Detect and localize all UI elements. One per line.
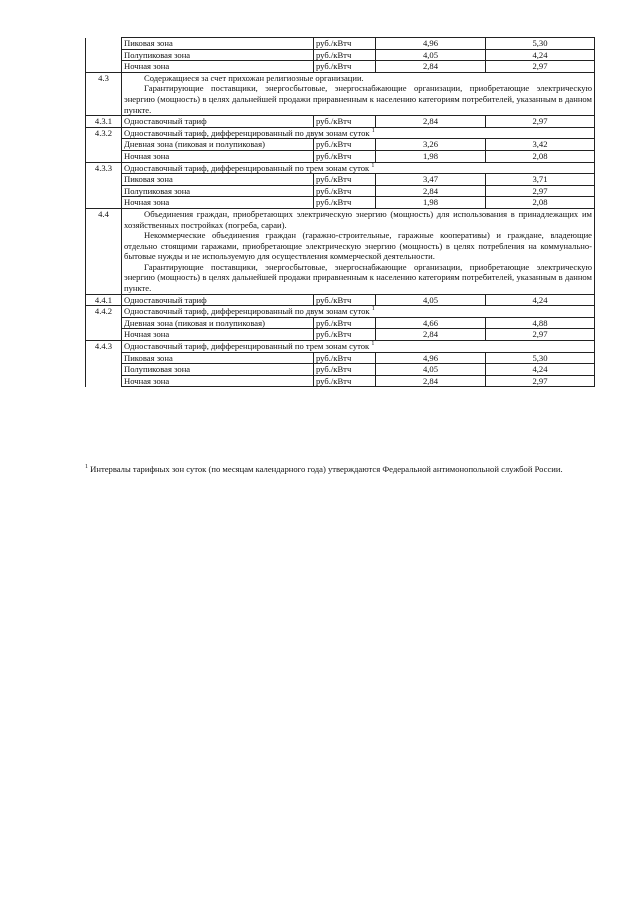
value-second-half: 2,97: [486, 116, 595, 128]
tariff-group-label: Одноставочный тариф, дифференцированный по трем зонам суток: [124, 162, 370, 173]
row-number: [86, 185, 122, 197]
tariff-name: Полупиковая зона: [122, 364, 314, 376]
value-first-half: 1,98: [376, 197, 486, 209]
row-number: [86, 150, 122, 162]
footnote-ref: 1: [371, 127, 375, 134]
unit-cell: руб./кВтч: [314, 38, 376, 50]
row-number: 4.4.3: [86, 341, 122, 353]
tariff-name: Ночная зона: [122, 150, 314, 162]
row-number: [86, 139, 122, 151]
tariff-group-label: Одноставочный тариф, дифференцированный по трем зонам суток: [124, 341, 370, 352]
tariff-group-row: [86, 162, 595, 174]
value-first-half: 2,84: [376, 116, 486, 128]
description-row: [86, 72, 595, 115]
value-second-half: 4,88: [486, 317, 595, 329]
tariff-name: Полупиковая зона: [122, 49, 314, 61]
tariff-group-label: Одноставочный тариф, дифференцированный по двум зонам суток: [124, 127, 370, 138]
value-first-half: 3,47: [376, 174, 486, 186]
tariff-name: Пиковая зона: [122, 174, 314, 186]
value-second-half: 2,97: [486, 375, 595, 387]
tariff-group-title: [122, 341, 595, 353]
description-paragraph: Содержащиеся за счет прихожан религиозные организации.: [144, 72, 364, 83]
tariff-row: [86, 375, 595, 387]
value-second-half: 3,42: [486, 139, 595, 151]
tariff-group-row: [86, 341, 595, 353]
tariff-row: [86, 150, 595, 162]
tariff-name: Дневная зона (пиковая и полупиковая): [122, 139, 314, 151]
description-paragraph: Объединения граждан, приобретающих электрическую энергию (мощность) для использования в принадлежащих им хозяйственных постройках (погреба, сараи).: [124, 208, 592, 230]
value-first-half: 4,96: [376, 38, 486, 50]
tariff-name: Пиковая зона: [122, 38, 314, 50]
value-first-half: 2,84: [376, 329, 486, 341]
value-second-half: 4,24: [486, 49, 595, 61]
row-number: [86, 197, 122, 209]
unit-cell: руб./кВтч: [314, 150, 376, 162]
tariff-row: [86, 174, 595, 186]
unit-cell: руб./кВтч: [314, 364, 376, 376]
description-paragraph: Некоммерческие объединения граждан (гаражно-строительные, гаражные кооперативы) и граждане, владеющие отдельно стоящими гаражами, приобретающие электрическую энергию (мощность) в целях потребления на коммунально-бытовые нужды и не используемую для осуществления коммерческой деятельности.: [124, 230, 592, 262]
row-number: 4.4: [86, 208, 122, 294]
tariff-row: [86, 294, 595, 306]
description-paragraph: Гарантирующие поставщики, энергосбытовые, энергоснабжающие организации, приобретающие электрическую энергию (мощность) в целях дальнейшей продажи приравненным к населению категориям потребителей, указанным в данном пункте.: [124, 261, 592, 294]
unit-cell: руб./кВтч: [314, 294, 376, 306]
tariff-name: Ночная зона: [122, 329, 314, 341]
value-first-half: 3,26: [376, 139, 486, 151]
unit-cell: руб./кВтч: [314, 116, 376, 128]
value-second-half: 5,30: [486, 38, 595, 50]
row-number: 4.4.1: [86, 294, 122, 306]
value-first-half: 4,66: [376, 317, 486, 329]
value-second-half: 2,97: [486, 329, 595, 341]
row-number: [86, 352, 122, 364]
value-first-half: 4,05: [376, 364, 486, 376]
value-first-half: 4,96: [376, 352, 486, 364]
row-number: [86, 364, 122, 376]
description-row: [86, 208, 595, 294]
unit-cell: руб./кВтч: [314, 197, 376, 209]
tariff-name: Дневная зона (пиковая и полупиковая): [122, 317, 314, 329]
value-second-half: 4,24: [486, 294, 595, 306]
tariff-group-row: [86, 306, 595, 318]
row-number: 4.3: [86, 72, 122, 115]
value-second-half: 2,08: [486, 150, 595, 162]
value-second-half: 2,97: [486, 61, 595, 73]
footnote-ref: 1: [371, 341, 375, 348]
tariff-row: [86, 317, 595, 329]
value-first-half: 2,84: [376, 375, 486, 387]
tariff-group-title: [122, 127, 595, 139]
unit-cell: руб./кВтч: [314, 375, 376, 387]
value-second-half: 5,30: [486, 352, 595, 364]
value-second-half: 2,97: [486, 185, 595, 197]
row-number: 4.3.2: [86, 127, 122, 139]
footnote-ref: 1: [371, 162, 375, 169]
row-number: [86, 329, 122, 341]
tariff-table-body: [86, 38, 595, 387]
footnote-text: Интервалы тарифных зон суток (по месяцам календарного года) утверждаются Федеральной антимонопольной службой России.: [90, 464, 563, 474]
tariff-row: [86, 364, 595, 376]
tariff-row: [86, 116, 595, 128]
value-first-half: 4,05: [376, 294, 486, 306]
tariff-name: Ночная зона: [122, 197, 314, 209]
tariff-name: Пиковая зона: [122, 352, 314, 364]
tariff-row: [86, 352, 595, 364]
tariff-group-title: [122, 162, 595, 174]
tariff-row: [86, 61, 595, 73]
unit-cell: руб./кВтч: [314, 329, 376, 341]
unit-cell: руб./кВтч: [314, 352, 376, 364]
tariff-row: [86, 185, 595, 197]
footnote: [85, 464, 595, 475]
value-first-half: 1,98: [376, 150, 486, 162]
unit-cell: руб./кВтч: [314, 174, 376, 186]
unit-cell: руб./кВтч: [314, 139, 376, 151]
unit-cell: руб./кВтч: [314, 317, 376, 329]
row-number: [86, 61, 122, 73]
tariff-row: [86, 197, 595, 209]
tariff-name: Ночная зона: [122, 61, 314, 73]
tariff-row: [86, 38, 595, 50]
value-first-half: 4,05: [376, 49, 486, 61]
row-number: [86, 38, 122, 50]
unit-cell: руб./кВтч: [314, 61, 376, 73]
unit-cell: руб./кВтч: [314, 185, 376, 197]
tariff-row: [86, 49, 595, 61]
description-paragraph: Гарантирующие поставщики, энергосбытовые, энергоснабжающие организации, приобретающие электрическую энергию (мощность) в целях дальнейшей продажи приравненным к населению категориям потребителей, указанным в данном пункте.: [124, 83, 592, 115]
row-number: [86, 317, 122, 329]
tariff-name: Одноставочный тариф: [122, 294, 314, 306]
row-number: 4.4.2: [86, 306, 122, 318]
value-first-half: 2,84: [376, 61, 486, 73]
footnote-mark: 1: [85, 464, 88, 470]
footnote-ref: 1: [371, 306, 375, 313]
tariff-group-row: [86, 127, 595, 139]
row-number: [86, 375, 122, 387]
tariff-table: [85, 37, 595, 387]
description-cell: [122, 72, 595, 115]
value-second-half: 3,71: [486, 174, 595, 186]
description-cell: [122, 208, 595, 294]
unit-cell: руб./кВтч: [314, 49, 376, 61]
value-first-half: 2,84: [376, 185, 486, 197]
tariff-row: [86, 139, 595, 151]
row-number: [86, 49, 122, 61]
tariff-name: Одноставочный тариф: [122, 116, 314, 128]
tariff-name: Полупиковая зона: [122, 185, 314, 197]
tariff-row: [86, 329, 595, 341]
tariff-group-title: [122, 306, 595, 318]
row-number: [86, 174, 122, 186]
tariff-group-label: Одноставочный тариф, дифференцированный по двум зонам суток: [124, 306, 370, 317]
value-second-half: 4,24: [486, 364, 595, 376]
row-number: 4.3.3: [86, 162, 122, 174]
tariff-name: Ночная зона: [122, 375, 314, 387]
row-number: 4.3.1: [86, 116, 122, 128]
value-second-half: 2,08: [486, 197, 595, 209]
